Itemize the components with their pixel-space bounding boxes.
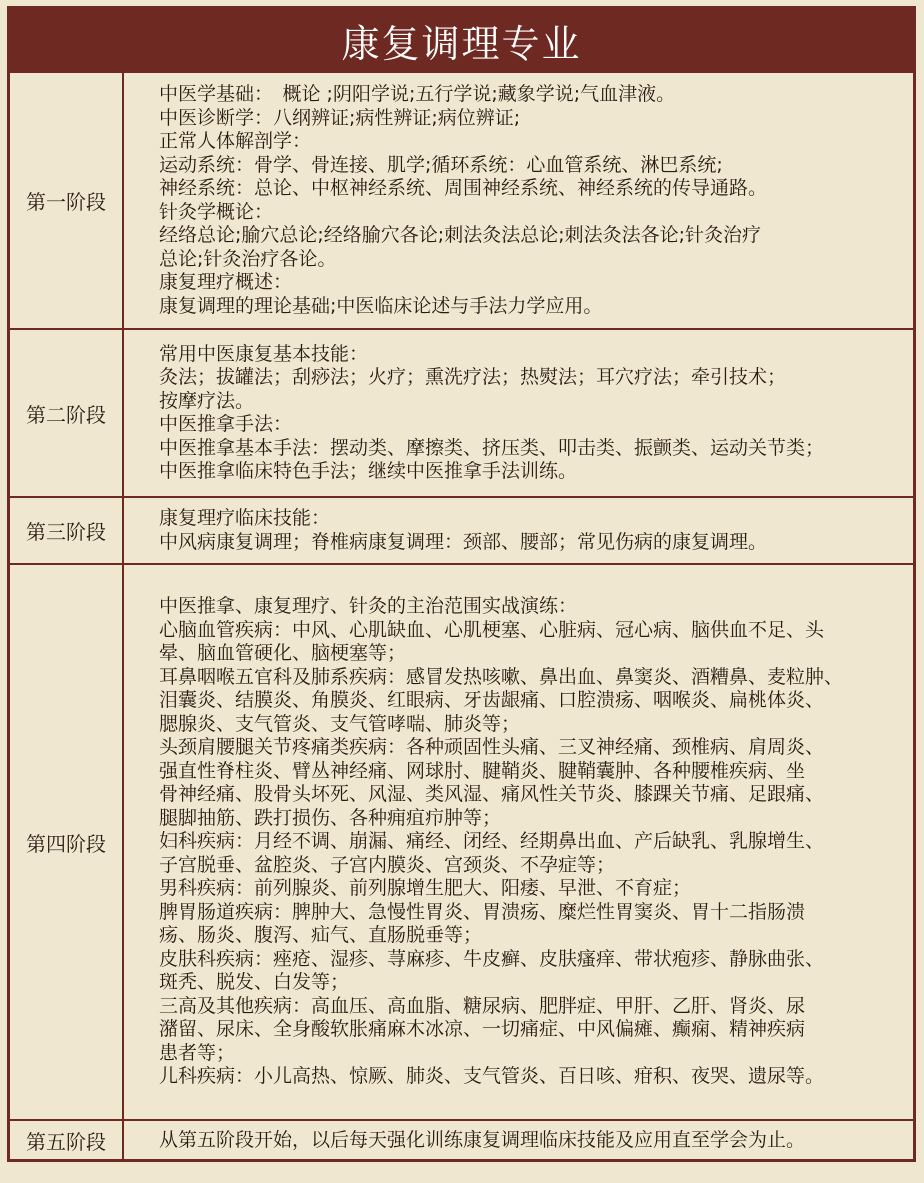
content-line: 强直性脊柱炎、臂丛神经痛、网球肘、腱鞘炎、腱鞘囊肿、各种腰椎疾病、坐	[159, 759, 806, 782]
content-line: 疡、肠炎、腹泻、疝气、直肠脱垂等；	[159, 924, 483, 947]
content-line: 潴留、尿床、全身酸软胀痛麻木冰凉、一切痛症、中风偏瘫、癫痫、精神疾病	[159, 1018, 806, 1041]
content-line: 腮腺炎、支气管炎、支气管哮喘、肺炎等；	[159, 712, 521, 735]
content-line: 中医推拿手法：	[159, 413, 293, 435]
content-line: 运动系统：骨学、骨连接、肌学;循环系统：心血管系统、淋巴系统;	[159, 153, 723, 176]
content-line: 总论;针灸治疗各论。	[159, 247, 337, 270]
content-line: 儿科疾病：小儿高热、惊厥、肺炎、支气管炎、百日咳、疳积、夜哭、遗尿等。	[159, 1065, 825, 1088]
stage-label: 第三阶段	[10, 497, 123, 564]
stage-label: 第五阶段	[10, 1120, 123, 1160]
stage-content	[123, 1120, 913, 1160]
content-line: 骨神经痛、股骨头坏死、风湿、类风湿、痛风性关节炎、膝踝关节痛、足跟痛、	[159, 783, 825, 806]
content-line: 灸法；拔罐法；刮痧法；火疗；熏洗疗法；热熨法；耳穴疗法；牵引技术；	[159, 366, 787, 388]
curriculum-table	[10, 71, 913, 1160]
content-line: 康复调理的理论基础;中医临床论述与手法力学应用。	[159, 294, 603, 317]
stage-content	[123, 497, 913, 564]
content-line: 脾胃肠道疾病：脾肿大、急慢性胃炎、胃溃疡、糜烂性胃窦炎、胃十二指肠溃	[159, 900, 806, 923]
content-line: 腿脚抽筋、跌打损伤、各种痈疽疖肿等；	[159, 806, 502, 829]
content-line: 中医推拿基本手法：摆动类、摩擦类、挤压类、叩击类、振颤类、运动关节类；	[159, 436, 825, 459]
content-line: 康复理疗临床技能：	[159, 507, 331, 529]
content-line: 中风病康复调理；脊椎病康复调理：颈部、腰部；常见伤病的康复调理。	[159, 530, 768, 553]
content-line: 神经系统：总论、中枢神经系统、周围神经系统、神经系统的传导通路。	[159, 177, 768, 199]
page-title: 康复调理专业	[10, 9, 913, 71]
content-line: 泪囊炎、结膜炎、角膜炎、红眼病、牙齿龈痛、口腔溃疡、咽喉炎、扁桃体炎、	[159, 689, 825, 712]
content-line: 晕、脑血管硬化、脑梗塞等；	[159, 642, 407, 665]
content-line: 常用中医康复基本技能：	[159, 342, 369, 365]
stage-content	[123, 329, 913, 497]
content-line: 中医推拿临床特色手法；继续中医推拿手法训练。	[159, 460, 578, 482]
content-line: 三高及其他疾病：高血压、高血脂、糖尿病、肥胖症、甲肝、乙肝、肾炎、尿	[159, 994, 806, 1017]
content-line: 从第五阶段开始，以后每天强化训练康复调理临床技能及应用直至学会为止。	[159, 1128, 806, 1151]
content-line: 康复理疗概述：	[159, 271, 293, 293]
table-row	[10, 329, 913, 497]
content-line: 妇科疾病：月经不调、崩漏、痛经、闭经、经期鼻出血、产后缺乳、乳腺增生、	[159, 830, 825, 853]
stage-label: 第二阶段	[10, 329, 123, 497]
stage-content	[123, 564, 913, 1120]
content-line: 中医学基础： 概论 ;阴阳学说;五行学说;藏象学说;气血津液。	[159, 83, 676, 105]
content-line: 耳鼻咽喉五官科及肺系疾病：感冒发热咳嗽、鼻出血、鼻窦炎、酒糟鼻、麦粒肿、	[159, 665, 844, 688]
stage-label: 第一阶段	[10, 72, 123, 329]
content-line: 按摩疗法。	[159, 389, 255, 412]
content-line: 男科疾病：前列腺炎、前列腺增生肥大、阳痿、早泄、不育症；	[159, 877, 692, 900]
content-line: 经络总论;腧穴总论;经络腧穴各论;刺法灸法总论;刺法灸法各论;针灸治疗	[159, 224, 762, 246]
stage-label: 第四阶段	[10, 564, 123, 1120]
content-line: 斑秃、脱发、白发等；	[159, 971, 350, 994]
table-row	[10, 564, 913, 1120]
content-line: 中医诊断学：八纲辨证;病性辨证;病位辨证;	[159, 106, 521, 129]
table-row	[10, 72, 913, 329]
content-line: 子宫脱垂、盆腔炎、子宫内膜炎、宫颈炎、不孕症等；	[159, 853, 616, 876]
table-row	[10, 497, 913, 564]
content-line: 中医推拿、康复理疗、针灸的主治范围实战演练：	[159, 595, 578, 618]
curriculum-frame	[7, 6, 916, 1162]
content-line: 心脑血管疾病：中风、心肌缺血、心肌梗塞、心脏病、冠心病、脑供血不足、头	[159, 618, 825, 641]
content-line: 患者等；	[159, 1041, 236, 1064]
stage-content	[123, 72, 913, 329]
content-line: 皮肤科疾病：痤疮、湿疹、荨麻疹、牛皮癣、皮肤瘙痒、带状疱疹、静脉曲张、	[159, 947, 825, 970]
content-line: 正常人体解剖学：	[159, 130, 312, 152]
content-line: 头颈肩腰腿关节疼痛类疾病：各种顽固性头痛、三叉神经痛、颈椎病、肩周炎、	[159, 736, 825, 759]
content-line: 针灸学概论：	[159, 200, 274, 223]
table-row	[10, 1120, 913, 1160]
